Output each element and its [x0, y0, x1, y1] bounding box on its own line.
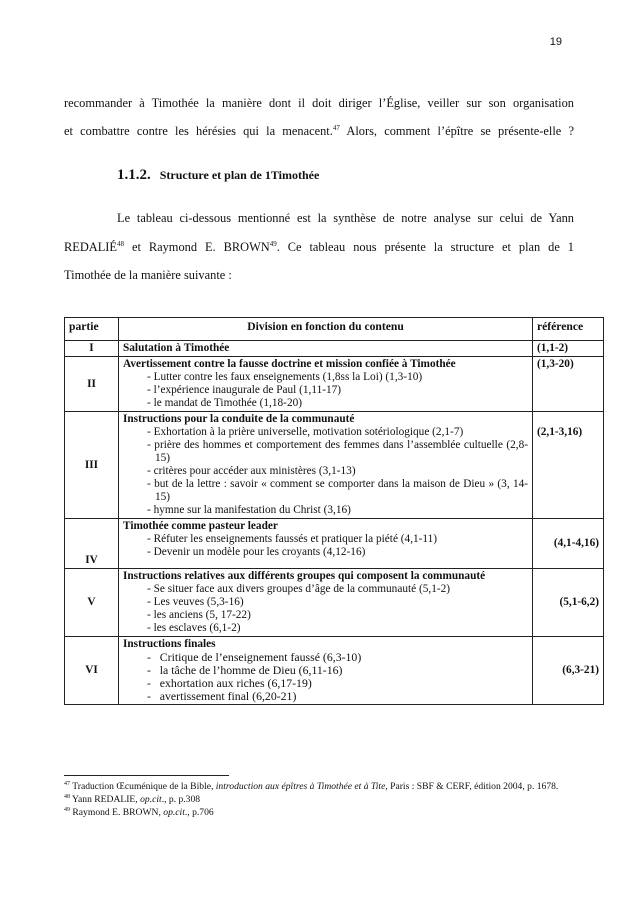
footnote-number: 47	[64, 781, 70, 787]
header-reference: référence	[533, 318, 604, 341]
list-item: - critères pour accéder aux ministères (3,1-13)	[147, 465, 528, 478]
list-item: - but de la lettre : savoir « comment se comporter dans la maison de Dieu » (3, 14-15)	[147, 478, 528, 504]
row-part: III	[65, 412, 119, 519]
section-title: Structure et plan de 1Timothée	[159, 168, 320, 182]
footnote-title: introduction aux épîtres à Timothée et à Tite	[215, 781, 386, 792]
header-division: Division en fonction du contenu	[119, 318, 533, 341]
footnote-text: Traduction Œcuménique de la Bible,	[70, 781, 216, 792]
row-ref: (4,1-4,16)	[533, 519, 604, 569]
table-header-row	[65, 318, 604, 341]
list-item: - Réfuter les enseignements faussés et pratiquer la piété (4,1-11)	[147, 533, 528, 546]
section-heading	[117, 167, 319, 184]
footnote-ref-49[interactable]: 49	[269, 240, 277, 248]
footnote-divider	[64, 775, 229, 776]
row-content	[119, 569, 533, 637]
list-item: - Exhortation à la prière universelle, motivation sotériologique (2,1-7)	[147, 426, 528, 439]
list-item: - hymne sur la manifestation du Christ (3,16)	[147, 504, 528, 517]
list-item: - exhortation aux riches (6,17-19)	[147, 677, 528, 690]
row-part: V	[65, 569, 119, 637]
list-item: - les anciens (5, 17-22)	[147, 609, 528, 622]
footnote-text: Yann REDALIE,	[70, 793, 141, 805]
author-redalie: REDALIÉ	[64, 240, 117, 254]
list-item: - la tâche de l’homme de Dieu (6,11-16)	[147, 664, 528, 677]
footnote-text: ., p. p.308	[161, 793, 201, 805]
footnote-text: , Paris : SBF & CERF, édition 2004, p. 1678.	[385, 781, 559, 792]
paragraph-2	[64, 124, 574, 138]
footnotes	[64, 781, 564, 819]
list-item: - les esclaves (6,1-2)	[147, 622, 528, 635]
row-ref: (1,1-2)	[533, 341, 604, 357]
footnote-number: 49	[64, 806, 70, 813]
table-row	[65, 357, 604, 412]
list-item: - Se situer face aux divers groupes d’âge de la communauté (5,1-2)	[147, 583, 528, 596]
row-title: Avertissement contre la fausse doctrine et mission confiée à Timothée	[123, 358, 456, 370]
row-content	[119, 341, 533, 357]
footnote-47	[64, 781, 564, 794]
row-content	[119, 357, 533, 412]
row-content	[119, 637, 533, 705]
paragraph-1: recommander à Timothée la manière dont il doit diriger l’Église, veiller sur son organisation	[64, 96, 574, 110]
footnote-title: op.cit	[163, 806, 185, 818]
list-item: - le mandat de Timothée (1,18-20)	[147, 397, 528, 410]
row-content	[119, 519, 533, 569]
paragraph-2-text: et combattre contre les hérésies qui la menacent.	[64, 124, 333, 138]
table-row	[65, 341, 604, 357]
footnote-text: Raymond E. BROWN,	[70, 806, 164, 818]
list-item: - l’expérience inaugurale de Paul (1,11-17)	[147, 384, 528, 397]
list-item: - Devenir un modèle pour les croyants (4,12-16)	[147, 546, 528, 559]
table-row	[65, 569, 604, 637]
header-partie: partie	[65, 318, 119, 341]
row-part: II	[65, 357, 119, 412]
row-title: Instructions pour la conduite de la communauté	[123, 413, 355, 425]
footnote-49	[64, 807, 564, 820]
row-ref: (6,3-21)	[533, 637, 604, 705]
table-row	[65, 637, 604, 705]
row-content	[119, 412, 533, 519]
list-item: - avertissement final (6,20-21)	[147, 690, 528, 703]
list-item: - Critique de l’enseignement faussé (6,3-10)	[147, 651, 528, 664]
row-ref: (1,3-20)	[533, 357, 604, 412]
paragraph-3: Le tableau ci-dessous mentionné est la synthèse de notre analyse sur celui de Yann	[117, 211, 574, 225]
row-ref: (2,1-3,16)	[533, 412, 604, 519]
row-title: Timothée comme pasteur leader	[123, 520, 278, 532]
footnote-ref-47[interactable]: 47	[332, 124, 340, 132]
row-ref: (5,1-6,2)	[533, 569, 604, 637]
footnote-ref-48[interactable]: 48	[117, 240, 124, 248]
page-number: 19	[549, 36, 562, 48]
footnote-text: ., p.706	[184, 806, 214, 818]
row-title: Instructions finales	[123, 638, 216, 650]
author-brown: et Raymond E. BROWN	[124, 240, 270, 254]
row-part: IV	[65, 519, 119, 569]
row-title: Salutation à Timothée	[123, 342, 230, 354]
table-row	[65, 412, 604, 519]
footnote-number: 48	[64, 793, 70, 800]
list-item: - Les veuves (5,3-16)	[147, 596, 528, 609]
paragraph-2-question: Alors, comment l’épître se présente-elle ?	[339, 124, 574, 138]
list-item: - Lutter contre les faux enseignements (1,8ss la Loi) (1,3-10)	[147, 371, 528, 384]
row-part: VI	[65, 637, 119, 705]
structure-table	[64, 317, 604, 705]
paragraph-5: Timothée de la manière suivante :	[64, 268, 232, 282]
table-row	[65, 519, 604, 569]
paragraph-4-text: . Ce tableau nous présente la structure et plan de 1	[276, 240, 574, 254]
row-part: I	[65, 341, 119, 357]
paragraph-4	[64, 240, 574, 254]
footnote-48	[64, 794, 564, 807]
section-number: 1.1.2.	[117, 167, 151, 183]
footnote-title: op.cit	[140, 793, 162, 805]
list-item: - prière des hommes et comportement des femmes dans l’assemblée cultuelle (2,8-15)	[147, 439, 528, 465]
row-title: Instructions relatives aux différents groupes qui composent la communauté	[123, 570, 486, 582]
